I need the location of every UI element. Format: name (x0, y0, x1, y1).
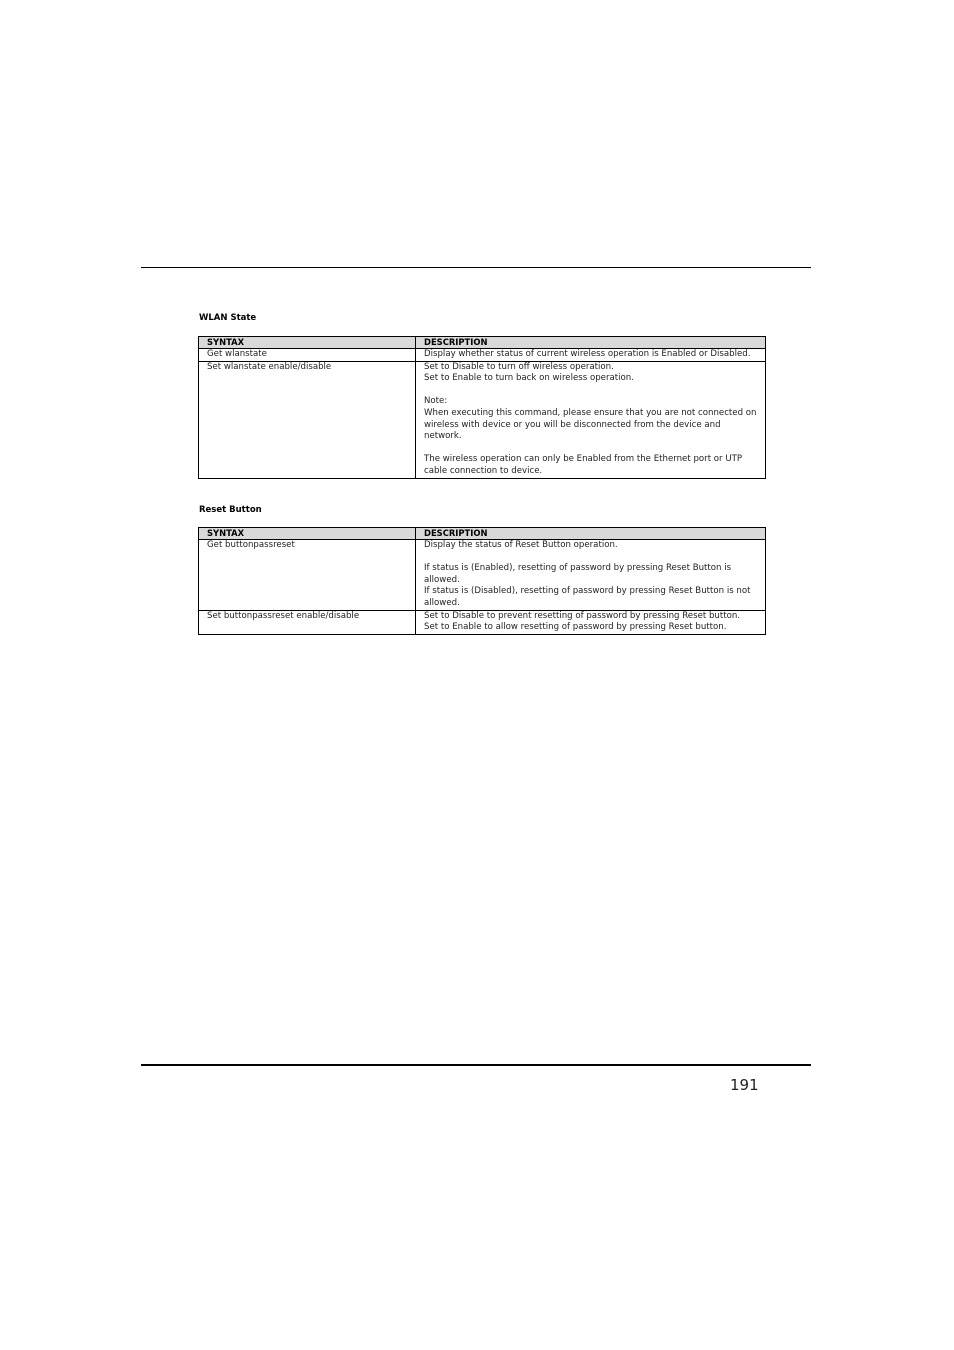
paragraph-gap (424, 552, 757, 564)
page-number: 191 (730, 1076, 759, 1094)
description-header: DESCRIPTION (416, 528, 766, 540)
wlan-state-table (198, 336, 766, 479)
description-line: Set to Disable to prevent resetting of password by pressing Reset button. (424, 610, 741, 621)
description-line: Display the status of Reset Button operation. (424, 540, 618, 550)
section-title-reset-button: Reset Button (199, 505, 262, 515)
syntax-cell: Set buttonpassreset enable/disable (199, 610, 416, 634)
syntax-cell: Get buttonpassreset (199, 540, 416, 611)
description-cell (416, 361, 766, 478)
description-line: The wireless operation can only be Enabled from the Ethernet port or UTP cable connection to device. (424, 454, 743, 476)
syntax-header: SYNTAX (199, 337, 416, 349)
syntax-header: SYNTAX (199, 528, 416, 540)
table-header-row (199, 337, 766, 349)
table-row (199, 361, 766, 478)
paragraph-gap (424, 385, 757, 397)
description-line: Set to Enable to turn back on wireless operation. (424, 373, 634, 384)
reset-button-table (198, 527, 766, 635)
footer-rule (141, 1064, 811, 1066)
description-line: Set to Disable to turn off wireless operation. (424, 361, 614, 372)
description-line: When executing this command, please ensure that you are not connected on wireless with device or you will be disconnected from the device and network. (424, 407, 757, 442)
description-cell (416, 540, 766, 611)
syntax-cell: Set wlanstate enable/disable (199, 361, 416, 478)
description-line: If status is (Disabled), resetting of password by pressing Reset Button is not allowed. (424, 586, 751, 608)
description-line: Display whether status of current wireless operation is Enabled or Disabled. (424, 349, 751, 359)
table-row (199, 540, 766, 611)
description-line: Set to Enable to allow resetting of password by pressing Reset button. (424, 622, 727, 633)
description-line: Note: (424, 396, 448, 407)
table-header-row (199, 528, 766, 540)
syntax-cell: Get wlanstate (199, 349, 416, 362)
table-row (199, 610, 766, 634)
description-header: DESCRIPTION (416, 337, 766, 349)
header-rule (141, 267, 811, 268)
description-cell (416, 349, 766, 362)
description-cell (416, 610, 766, 634)
table-row (199, 349, 766, 362)
paragraph-gap (424, 443, 757, 455)
description-line: If status is (Enabled), resetting of password by pressing Reset Button is allowed. (424, 563, 732, 585)
section-title-wlan-state: WLAN State (199, 313, 257, 323)
